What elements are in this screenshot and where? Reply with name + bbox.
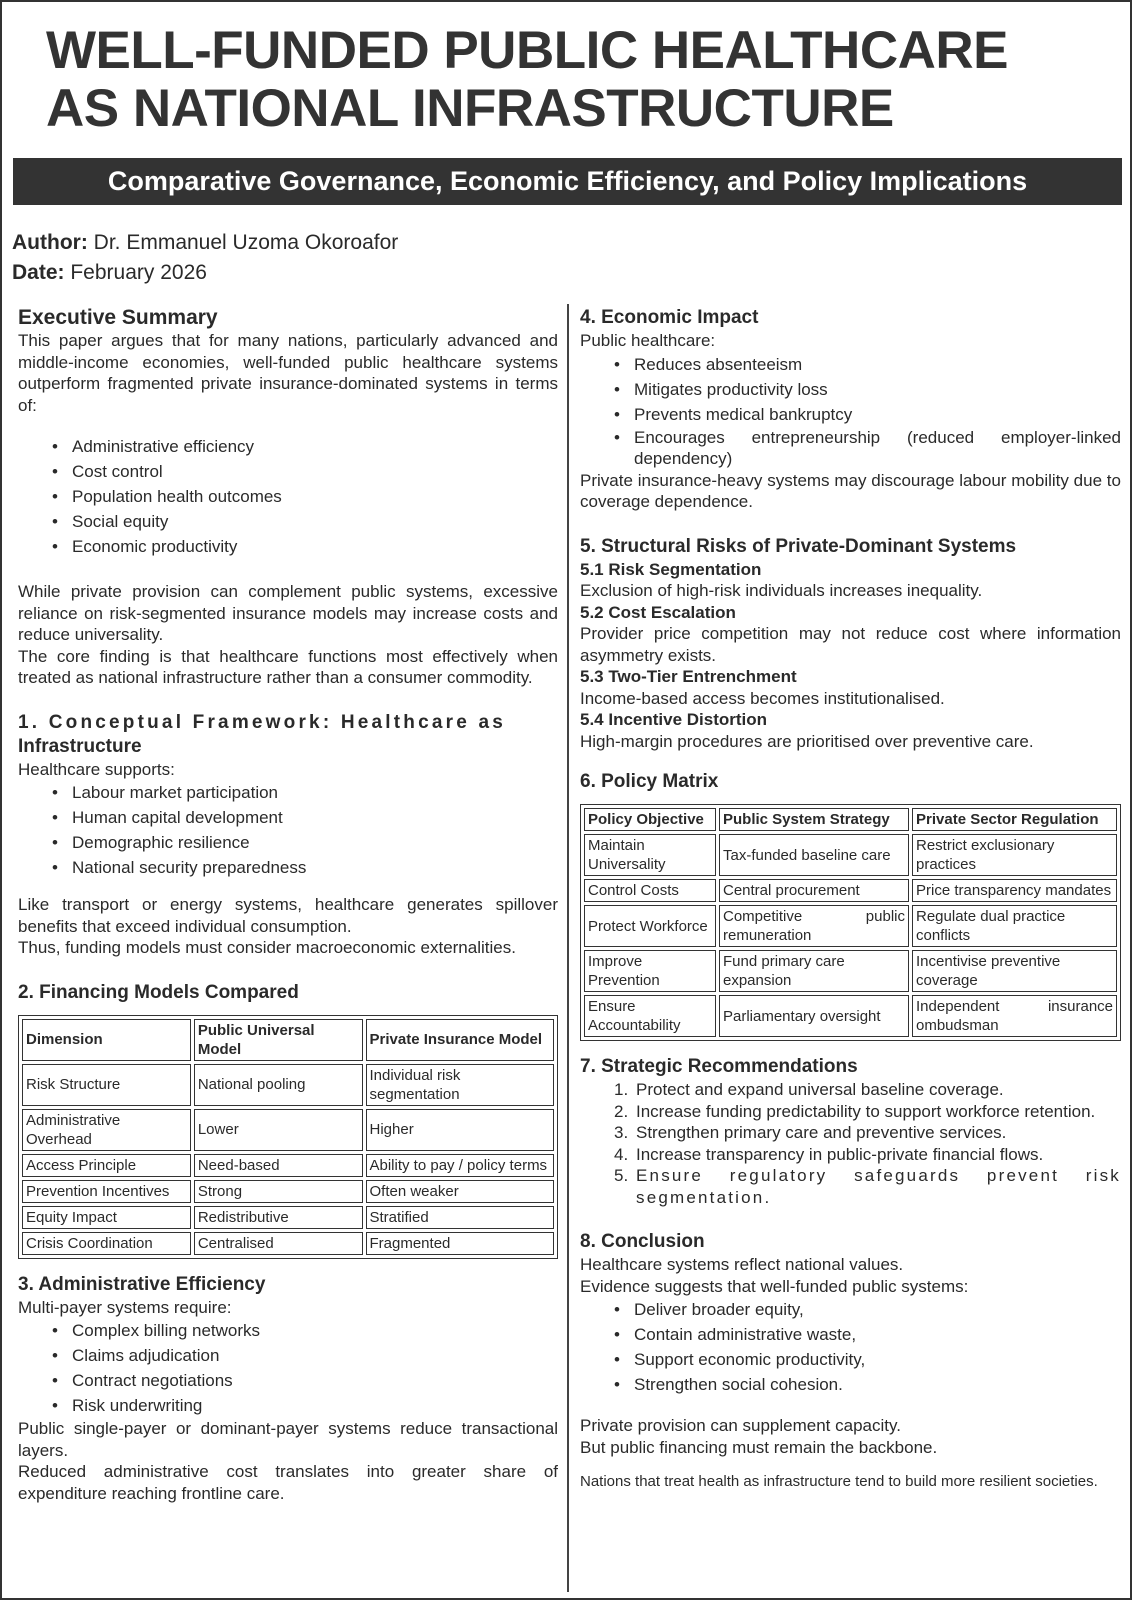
- table-cell: Incentivise preventive coverage: [912, 950, 1117, 992]
- table-header-row: [22, 1019, 554, 1061]
- column-divider: [567, 304, 569, 1592]
- table-row: [584, 879, 1117, 902]
- table-cell: Crisis Coordination: [22, 1232, 191, 1255]
- table-row: [22, 1206, 554, 1229]
- table-cell: Individual risk segmentation: [366, 1064, 555, 1106]
- table-cell: Fragmented: [366, 1232, 555, 1255]
- table-header-cell: Public System Strategy: [719, 808, 909, 831]
- title-line-1: WELL-FUNDED PUBLIC HEALTHCARE: [46, 21, 1008, 80]
- table-cell: Higher: [366, 1109, 555, 1151]
- list-text: Increase funding predictability to support workforce retention.: [636, 1101, 1096, 1121]
- financing-models-table: [18, 1015, 558, 1259]
- list-number: 4.: [614, 1144, 629, 1164]
- list-item: [614, 1122, 1121, 1144]
- list-item: • Reduces absenteeism: [614, 352, 1121, 377]
- list-item: • Encourages entrepreneurship (reduced employer-linked dependency): [614, 427, 1121, 470]
- section-8-heading: 8. Conclusion: [580, 1231, 705, 1252]
- section-6-heading: 6. Policy Matrix: [580, 771, 719, 792]
- table-header-cell: Private Sector Regulation: [912, 808, 1117, 831]
- table-row: [584, 834, 1117, 876]
- list-item: • Prevents medical bankruptcy: [614, 402, 1121, 427]
- s8-paragraph-4: But public financing must remain the backbone.: [580, 1437, 938, 1457]
- list-text: Increase transparency in public-private financial flows.: [636, 1144, 1044, 1164]
- list-item: • Population health outcomes: [52, 484, 558, 509]
- s7-list: [614, 1079, 1121, 1208]
- table-cell: Improve Prevention: [584, 950, 716, 992]
- list-number: 5.: [614, 1166, 629, 1185]
- list-number: 2.: [614, 1101, 629, 1121]
- table-header-row: [584, 808, 1117, 831]
- s5-sub-heading: 5.4 Incentive Distortion: [580, 710, 768, 729]
- table-row: [22, 1154, 554, 1177]
- policy-matrix-table: [580, 804, 1121, 1041]
- s4-intro: Public healthcare:: [580, 331, 716, 350]
- s3-paragraph-2: Reduced administrative cost translates into greater share of expenditure reaching frontline care.: [18, 1462, 558, 1503]
- list-item: • Economic productivity: [52, 534, 558, 559]
- table-cell: Ability to pay / policy terms: [366, 1154, 555, 1177]
- table-cell: Equity Impact: [22, 1206, 191, 1229]
- table-cell: Often weaker: [366, 1180, 555, 1203]
- section-3-heading: 3. Administrative Efficiency: [18, 1273, 266, 1295]
- s5-sub-text: Exclusion of high-risk individuals increases inequality.: [580, 581, 983, 600]
- list-item: [614, 1079, 1121, 1101]
- table-row: [584, 995, 1117, 1037]
- table-cell: Strong: [194, 1180, 363, 1203]
- table-header-cell: Private Insurance Model: [366, 1019, 555, 1061]
- list-item: • Administrative efficiency: [52, 434, 558, 459]
- left-column: [18, 306, 558, 1504]
- table-cell: Price transparency mandates: [912, 879, 1117, 902]
- s8-paragraph-1: Healthcare systems reflect national values.: [580, 1255, 904, 1274]
- s8-paragraph-2: Evidence suggests that well-funded public systems:: [580, 1276, 969, 1296]
- list-item: • Claims adjudication: [52, 1343, 558, 1368]
- right-column: [580, 306, 1121, 1491]
- table-row: [22, 1180, 554, 1203]
- list-text: Strengthen primary care and preventive services.: [636, 1123, 1007, 1142]
- list-item: • Risk underwriting: [52, 1393, 558, 1418]
- s4-paragraph-1: Private insurance-heavy systems may discourage labour mobility due to coverage dependence.: [580, 470, 1121, 511]
- s5-sub-text: Provider price competition may not reduce cost where information asymmetry exists.: [580, 624, 1121, 665]
- list-text: Ensure regulatory safeguards prevent risk segmentation.: [636, 1166, 1121, 1207]
- table-cell: Centralised: [194, 1232, 363, 1255]
- table-cell: Independent insurance ombudsman: [912, 995, 1117, 1037]
- table-row: [22, 1232, 554, 1255]
- table-cell: Administrative Overhead: [22, 1109, 191, 1151]
- table-cell: Stratified: [366, 1206, 555, 1229]
- list-item: • Human capital development: [52, 805, 558, 830]
- list-number: 1.: [614, 1080, 629, 1099]
- exec-summary-heading: Executive Summary: [18, 306, 218, 329]
- s3-intro: Multi-payer systems require:: [18, 1297, 232, 1317]
- table-cell: Regulate dual practice conflicts: [912, 905, 1117, 947]
- list-item: • Labour market participation: [52, 780, 558, 805]
- table-cell: Parliamentary oversight: [719, 995, 909, 1037]
- list-item: • Cost control: [52, 459, 558, 484]
- title-line-2: AS NATIONAL INFRASTRUCTURE: [46, 79, 894, 138]
- s1-paragraph-1: Like transport or energy systems, healthcare generates spillover benefits that exceed individual consumption.: [18, 895, 558, 936]
- exec-list: [52, 434, 558, 559]
- section-2-heading: 2. Financing Models Compared: [18, 981, 299, 1003]
- s5-sub-heading: 5.1 Risk Segmentation: [580, 559, 762, 579]
- date-label: Date:: [12, 261, 65, 284]
- list-item: [614, 1101, 1121, 1123]
- date-value: February 2026: [70, 261, 207, 284]
- section-1-heading-line-b: Infrastructure: [18, 735, 142, 757]
- author-line: [12, 228, 612, 258]
- list-item: • Support economic productivity,: [614, 1347, 1121, 1372]
- list-item: • Contract negotiations: [52, 1368, 558, 1393]
- table-header-cell: Public Universal Model: [194, 1019, 363, 1061]
- table-header-cell: Dimension: [22, 1019, 191, 1061]
- table-cell: Protect Workforce: [584, 905, 716, 947]
- table-row: [22, 1064, 554, 1106]
- table-cell: Risk Structure: [22, 1064, 191, 1106]
- s4-list: [614, 352, 1121, 470]
- table-cell: Tax-funded baseline care: [719, 834, 909, 876]
- s8-paragraph-3: Private provision can supplement capacity.: [580, 1416, 901, 1435]
- table-header-cell: Policy Objective: [584, 808, 716, 831]
- section-5-heading: 5. Structural Risks of Private-Dominant Systems: [580, 535, 1017, 557]
- s5-sub-heading: 5.2 Cost Escalation: [580, 602, 736, 622]
- table-cell: Need-based: [194, 1154, 363, 1177]
- list-text: Protect and expand universal baseline coverage.: [636, 1080, 1004, 1099]
- table-cell: Central procurement: [719, 879, 909, 902]
- list-item: • Complex billing networks: [52, 1318, 558, 1343]
- author-name: Dr. Emmanuel Uzoma Okoroafor: [93, 231, 399, 254]
- s5-sub-text: High-margin procedures are prioritised over preventive care.: [580, 731, 1034, 751]
- table-cell: Prevention Incentives: [22, 1180, 191, 1203]
- table-row: [22, 1109, 554, 1151]
- table-row: [584, 950, 1117, 992]
- s3-list: [52, 1318, 558, 1418]
- table-cell: National pooling: [194, 1064, 363, 1106]
- table-cell: Restrict exclusionary practices: [912, 834, 1117, 876]
- table-cell: Maintain Universality: [584, 834, 716, 876]
- table-cell: Redistributive: [194, 1206, 363, 1229]
- s1-paragraph-2: Thus, funding models must consider macroeconomic externalities.: [18, 938, 516, 957]
- section-4-heading: 4. Economic Impact: [580, 307, 759, 328]
- table-row: [584, 905, 1117, 947]
- s3-paragraph-1: Public single-payer or dominant-payer systems reduce transactional layers.: [18, 1419, 558, 1460]
- list-item: • National security preparedness: [52, 855, 558, 880]
- table-cell: Control Costs: [584, 879, 716, 902]
- table-cell: Ensure Accountability: [584, 995, 716, 1037]
- date-line: [12, 258, 612, 288]
- section-1-heading-line-a: 1. Conceptual Framework: Healthcare as: [18, 711, 507, 733]
- list-number: 3.: [614, 1123, 629, 1142]
- s1-intro: Healthcare supports:: [18, 759, 175, 779]
- table-cell: Competitive public remuneration: [719, 905, 909, 947]
- list-item: • Demographic resilience: [52, 830, 558, 855]
- list-item: • Contain administrative waste,: [614, 1322, 1121, 1347]
- s1-list: [52, 780, 558, 880]
- table-cell: Fund primary care expansion: [719, 950, 909, 992]
- s5-sub-heading: 5.3 Two-Tier Entrenchment: [580, 667, 797, 686]
- list-item: • Mitigates productivity loss: [614, 377, 1121, 402]
- subtitle-banner: Comparative Governance, Economic Efficiency, and Policy Implications: [13, 158, 1122, 205]
- section-7-heading: 7. Strategic Recommendations: [580, 1056, 858, 1077]
- exec-intro: This paper argues that for many nations, particularly advanced and middle-income economies, well-funded public healthcare systems outperform fragmented private insurance-dominated systems in terms of:: [18, 331, 558, 415]
- exec-paragraph-2: While private provision can complement public systems, excessive reliance on risk-segmented insurance models may increase costs and reduce universality.: [18, 582, 558, 644]
- section-1-heading: [18, 711, 558, 759]
- list-item: [614, 1144, 1121, 1166]
- s8-list: [614, 1297, 1121, 1397]
- s5-sub-text: Income-based access becomes institutionalised.: [580, 688, 945, 708]
- table-cell: Lower: [194, 1109, 363, 1151]
- list-item: • Social equity: [52, 509, 558, 534]
- list-item: • Strengthen social cohesion.: [614, 1372, 1121, 1397]
- document-title: [46, 22, 1106, 138]
- author-label: Author:: [12, 231, 88, 254]
- exec-paragraph-3: The core finding is that healthcare functions most effectively when treated as national infrastructure rather than a consumer commodity.: [18, 646, 558, 687]
- list-item: [614, 1165, 1121, 1208]
- list-item: • Deliver broader equity,: [614, 1297, 1121, 1322]
- table-cell: Access Principle: [22, 1154, 191, 1177]
- closing-statement: Nations that treat health as infrastructure tend to build more resilient societies.: [580, 1473, 1098, 1490]
